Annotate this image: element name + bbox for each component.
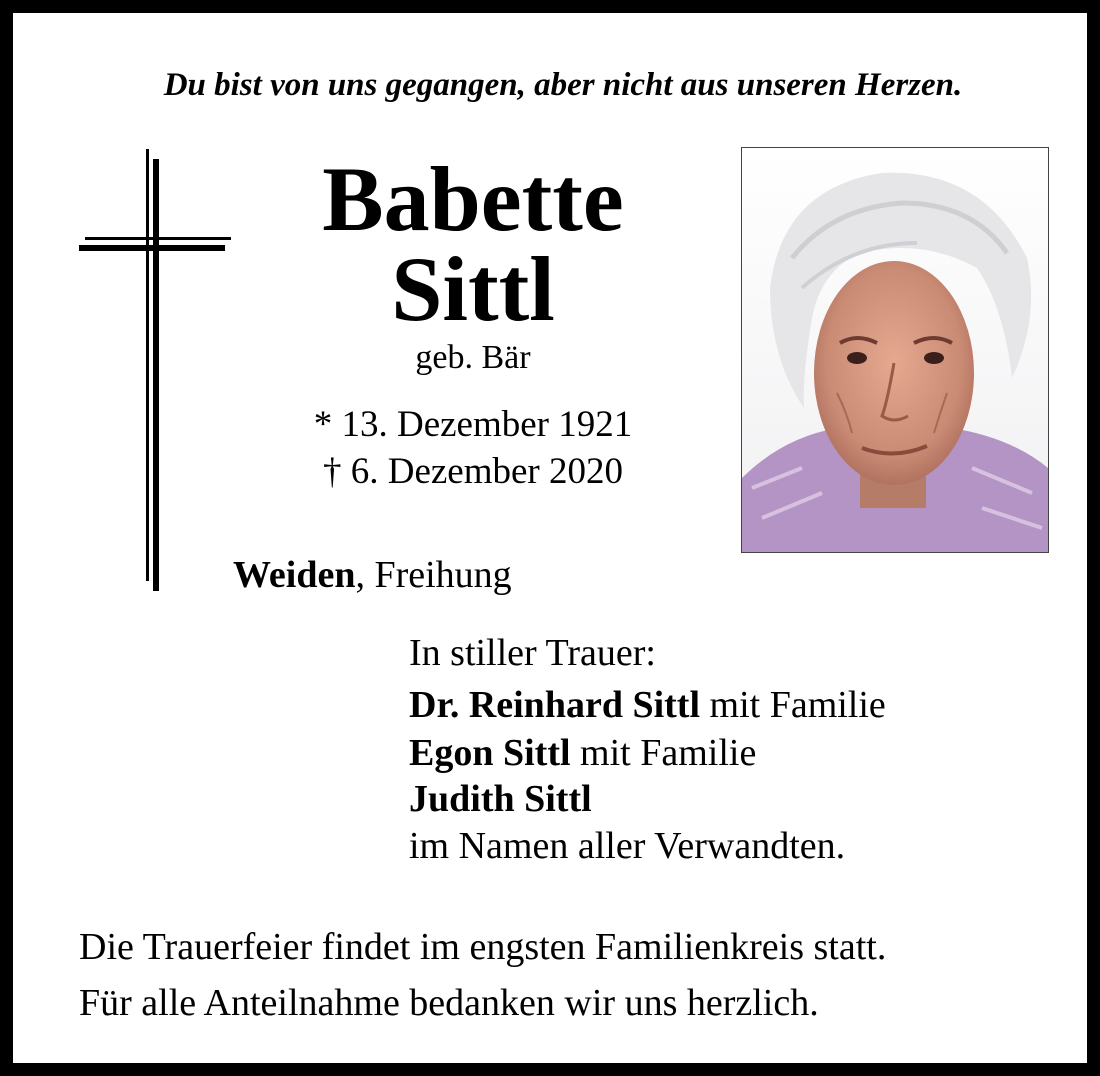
death-date: † 6. Dezember 2020 bbox=[322, 451, 623, 492]
portrait-photo bbox=[741, 147, 1049, 553]
cross-icon bbox=[73, 149, 233, 591]
mourner-entry bbox=[409, 683, 886, 727]
mourner-suffix: mit Familie bbox=[570, 732, 757, 774]
maiden-name: geb. Bär bbox=[415, 339, 531, 376]
mourner-entry bbox=[409, 731, 756, 775]
deceased-first-name: Babette bbox=[322, 148, 624, 250]
mourner-name: Dr. Reinhard Sittl bbox=[409, 684, 701, 726]
mourner-name: Judith Sittl bbox=[409, 778, 592, 820]
mourner-suffix: mit Familie bbox=[700, 684, 886, 726]
location-city: Weiden bbox=[233, 554, 356, 596]
portrait-illustration bbox=[742, 148, 1048, 552]
mourner-name: Egon Sittl bbox=[409, 732, 571, 774]
birth-date: * 13. Dezember 1921 bbox=[313, 404, 633, 445]
ceremony-notice: Die Trauerfeier findet im engsten Familienkreis statt. bbox=[79, 926, 887, 968]
thanks-notice: Für alle Anteilnahme bedanken wir uns herzlich. bbox=[79, 982, 819, 1024]
location-rest: , Freihung bbox=[355, 554, 512, 596]
motto-line: Du bist von uns gegangen, aber nicht aus unseren Herzen. bbox=[163, 67, 963, 103]
mourning-intro: In stiller Trauer: bbox=[409, 632, 656, 674]
mourning-closing: im Namen aller Verwandten. bbox=[409, 825, 846, 867]
mourner-entry bbox=[409, 777, 592, 821]
deceased-last-name: Sittl bbox=[391, 238, 555, 340]
location-line bbox=[233, 553, 512, 597]
